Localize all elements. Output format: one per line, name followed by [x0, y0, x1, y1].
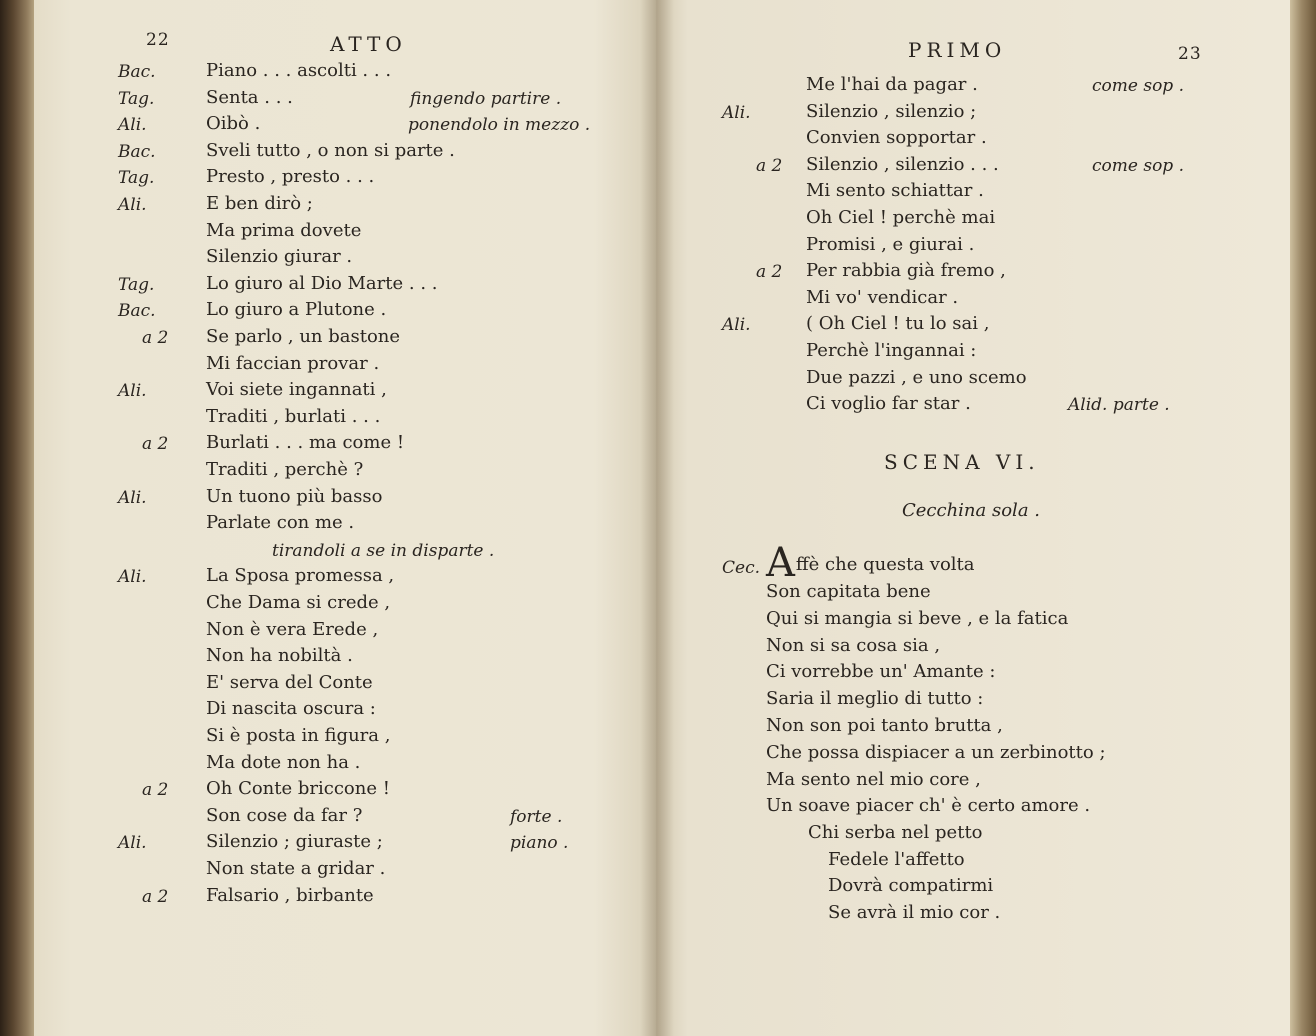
verse-line: [656, 101, 1292, 127]
verse-line: [34, 193, 656, 219]
stage-direction: piano .: [510, 833, 569, 854]
verse-line: [656, 849, 1292, 875]
verse-line: [656, 393, 1292, 419]
verse-line: [656, 340, 1292, 366]
right-page-stack-edge: [1290, 0, 1316, 1036]
speaker-label: Ali.: [118, 195, 147, 215]
verse-line: [34, 87, 656, 113]
verse-text: Non state a gridar .: [206, 858, 386, 879]
verse-line: [34, 645, 656, 671]
verse-text: Perchè l'ingannai :: [806, 340, 977, 361]
verse-text: Se parlo , un bastone: [206, 326, 401, 347]
verse-text: Oh Conte briccone !: [206, 778, 390, 800]
speaker-label: Tag.: [118, 168, 155, 189]
verse-line: [656, 715, 1292, 741]
verse-line: [34, 539, 656, 565]
verse-line: [656, 902, 1292, 928]
verse-line: [656, 581, 1292, 607]
verse-rest: ffè che questa volta: [795, 554, 975, 575]
verse-line: [34, 725, 656, 751]
verse-text: ( Oh Ciel ! tu lo sai ,: [806, 313, 990, 335]
verse-text: Saria il meglio di tutto :: [766, 688, 984, 710]
speaker-label: Bac.: [118, 141, 156, 162]
verse-text: Silenzio , silenzio . . .: [806, 153, 999, 175]
speaker-label: a 2: [142, 780, 169, 801]
verse-line: [34, 113, 656, 139]
verse-line: [656, 875, 1292, 901]
scene-subtitle: Cecchina sola .: [902, 500, 1040, 521]
verse-line: [656, 313, 1292, 339]
verse-text: Non ha nobiltà .: [206, 645, 353, 667]
verse-text: Se avrà il mio cor .: [828, 901, 1001, 923]
verse-text: Ma sento nel mio core ,: [766, 768, 981, 790]
verse-line: [656, 367, 1292, 393]
verse-line: [656, 661, 1292, 687]
verse-line: [34, 60, 656, 86]
verse-line: [34, 885, 656, 911]
verse-line: [656, 822, 1292, 848]
page-number: 23: [1178, 44, 1202, 64]
verse-line: [34, 565, 656, 591]
verse-line: [656, 260, 1292, 286]
verse-line: [34, 432, 656, 458]
verse-line: [656, 207, 1292, 233]
verse-text: Chi serba nel petto: [808, 822, 983, 843]
scene-title: SCENA VI.: [884, 450, 1040, 474]
verse-text: Senta . . .: [206, 86, 293, 108]
speaker-label: Tag.: [118, 274, 155, 295]
running-header: PRIMO: [908, 38, 1007, 62]
verse-line: [656, 127, 1292, 153]
left-page-stack-edge: [0, 0, 38, 1036]
verse-line: [34, 805, 656, 831]
verse-line: [34, 299, 656, 325]
verse-text: Burlati . . . ma come !: [206, 432, 405, 454]
verse-text: Silenzio ; giuraste ;: [206, 831, 383, 853]
verse-text: Oibò .: [206, 113, 261, 135]
verse-text: Piano . . . ascolti . . .: [206, 60, 392, 81]
verse-text: Dovrà compatirmi: [828, 875, 994, 897]
speaker-label: Ali.: [722, 315, 751, 336]
verse-text: Traditi , perchè ?: [206, 459, 364, 480]
verse-line: [34, 752, 656, 778]
verse-line: [34, 698, 656, 724]
verse-line: [656, 795, 1292, 821]
verse-line: [656, 154, 1292, 180]
verse-text: Fedele l'affetto: [828, 848, 965, 870]
verse-text: Ci vorrebbe un' Amante :: [766, 661, 996, 683]
speaker-label: a 2: [756, 262, 783, 283]
verse-line: [34, 858, 656, 884]
speaker-label: Ali.: [118, 567, 147, 588]
verse-line: [34, 353, 656, 379]
verse-text: Falsario , birbante: [206, 884, 374, 906]
verse-text: Sveli tutto , o non si parte .: [206, 139, 455, 161]
verse-text: Me l'hai da pagar .: [806, 74, 978, 95]
left-page: [34, 0, 656, 1036]
verse-text: Convien sopportar .: [806, 127, 987, 149]
verse-text: Ma dote non ha .: [206, 751, 361, 773]
verse-text: Promisi , e giurai .: [806, 233, 975, 255]
verse-text: Silenzio , silenzio ;: [806, 100, 977, 122]
verse-text: Un tuono più basso: [206, 485, 383, 507]
verse-text: Presto , presto . . .: [206, 166, 375, 188]
verse-text: Lo giuro a Plutone .: [206, 299, 387, 321]
verse-line: [656, 769, 1292, 795]
verse-line: [34, 831, 656, 857]
speaker-label: Ali.: [118, 833, 147, 854]
verse-line: [34, 406, 656, 432]
verse-text: Un soave piacer ch' è certo amore .: [766, 795, 1091, 817]
verse-line: [656, 74, 1292, 100]
speaker-label: Ali.: [118, 381, 147, 402]
stage-direction: fingendo partire .: [410, 88, 562, 109]
verse-line: [34, 220, 656, 246]
verse-text: Ci voglio far star .: [806, 393, 971, 415]
stage-direction: come sop .: [1092, 76, 1184, 96]
running-header: ATTO: [330, 32, 407, 56]
speaker-label: Cec.: [722, 558, 760, 578]
verse-text: Oh Ciel ! perchè mai: [806, 207, 996, 228]
verse-text: Due pazzi , e uno scemo: [806, 366, 1027, 388]
verse-text: Di nascita oscura :: [206, 698, 376, 720]
stage-direction: Alid. parte .: [1068, 395, 1170, 416]
speaker-label: Bac.: [118, 62, 156, 82]
speaker-label: a 2: [142, 328, 169, 348]
speaker-label: Ali.: [722, 102, 751, 123]
book-gutter: [640, 0, 674, 1036]
verse-line: [656, 234, 1292, 260]
speaker-label: Ali.: [118, 487, 147, 508]
verse-text: Voi siete ingannati ,: [206, 379, 387, 401]
verse-line: [34, 592, 656, 618]
verse-line: [34, 459, 656, 485]
verse-text: [766, 540, 975, 586]
speaker-label: Tag.: [118, 88, 155, 109]
speaker-label: Bac.: [118, 301, 156, 322]
verse-line: [34, 486, 656, 512]
stage-direction: tirandoli a se in disparte .: [272, 540, 495, 561]
verse-line: [656, 287, 1292, 313]
verse-text: Per rabbia già fremo ,: [806, 260, 1006, 282]
verse-line: [656, 180, 1292, 206]
verse-line: [656, 688, 1292, 714]
speech-first-line: [656, 540, 1292, 586]
stage-direction: ponendolo in mezzo .: [408, 115, 591, 136]
verse-text: Mi vo' vendicar .: [806, 286, 959, 308]
verse-text: Che possa dispiacer a un zerbinotto ;: [766, 741, 1106, 763]
speaker-label: a 2: [142, 434, 169, 455]
verse-text: Mi faccian provar .: [206, 352, 380, 374]
verse-text: Che Dama si crede ,: [206, 592, 391, 613]
right-page: [656, 0, 1292, 1036]
verse-line: [656, 635, 1292, 661]
verse-text: Silenzio giurar .: [206, 246, 353, 268]
verse-text: Non si sa cosa sia ,: [766, 634, 941, 656]
verse-text: La Sposa promessa ,: [206, 565, 395, 587]
verse-line: [34, 273, 656, 299]
verse-line: [656, 742, 1292, 768]
verse-line: [34, 246, 656, 272]
verse-line: [34, 619, 656, 645]
verse-line: [656, 608, 1292, 634]
verse-line: [34, 379, 656, 405]
verse-line: [34, 140, 656, 166]
speaker-label: a 2: [142, 886, 169, 907]
stage-direction: forte .: [510, 806, 563, 827]
verse-text: Son cose da far ?: [206, 804, 363, 826]
speaker-label: Ali.: [118, 115, 147, 136]
verse-text: Qui si mangia si beve , e la fatica: [766, 607, 1069, 629]
verse-line: [34, 672, 656, 698]
verse-text: Non è vera Erede ,: [206, 618, 379, 640]
verse-text: Si è posta in figura ,: [206, 725, 391, 746]
verse-line: [34, 166, 656, 192]
drop-cap: A: [766, 540, 795, 586]
verse-line: [34, 778, 656, 804]
verse-text: Traditi , burlati . . .: [206, 405, 381, 427]
verse-text: Lo giuro al Dio Marte . . .: [206, 272, 438, 294]
verse-text: E ben dirò ;: [206, 193, 313, 214]
speaker-label: a 2: [756, 155, 783, 176]
verse-text: Parlate con me .: [206, 512, 355, 534]
stage-direction: come sop .: [1092, 155, 1184, 176]
verse-text: Ma prima dovete: [206, 219, 362, 241]
verse-text: E' serva del Conte: [206, 671, 373, 693]
verse-text: Mi sento schiattar .: [806, 180, 984, 202]
verse-line: [34, 512, 656, 538]
verse-text: Son capitata bene: [766, 581, 931, 602]
verse-line: [34, 326, 656, 352]
page-number: 22: [146, 30, 170, 50]
verse-text: Non son poi tanto brutta ,: [766, 715, 1003, 736]
